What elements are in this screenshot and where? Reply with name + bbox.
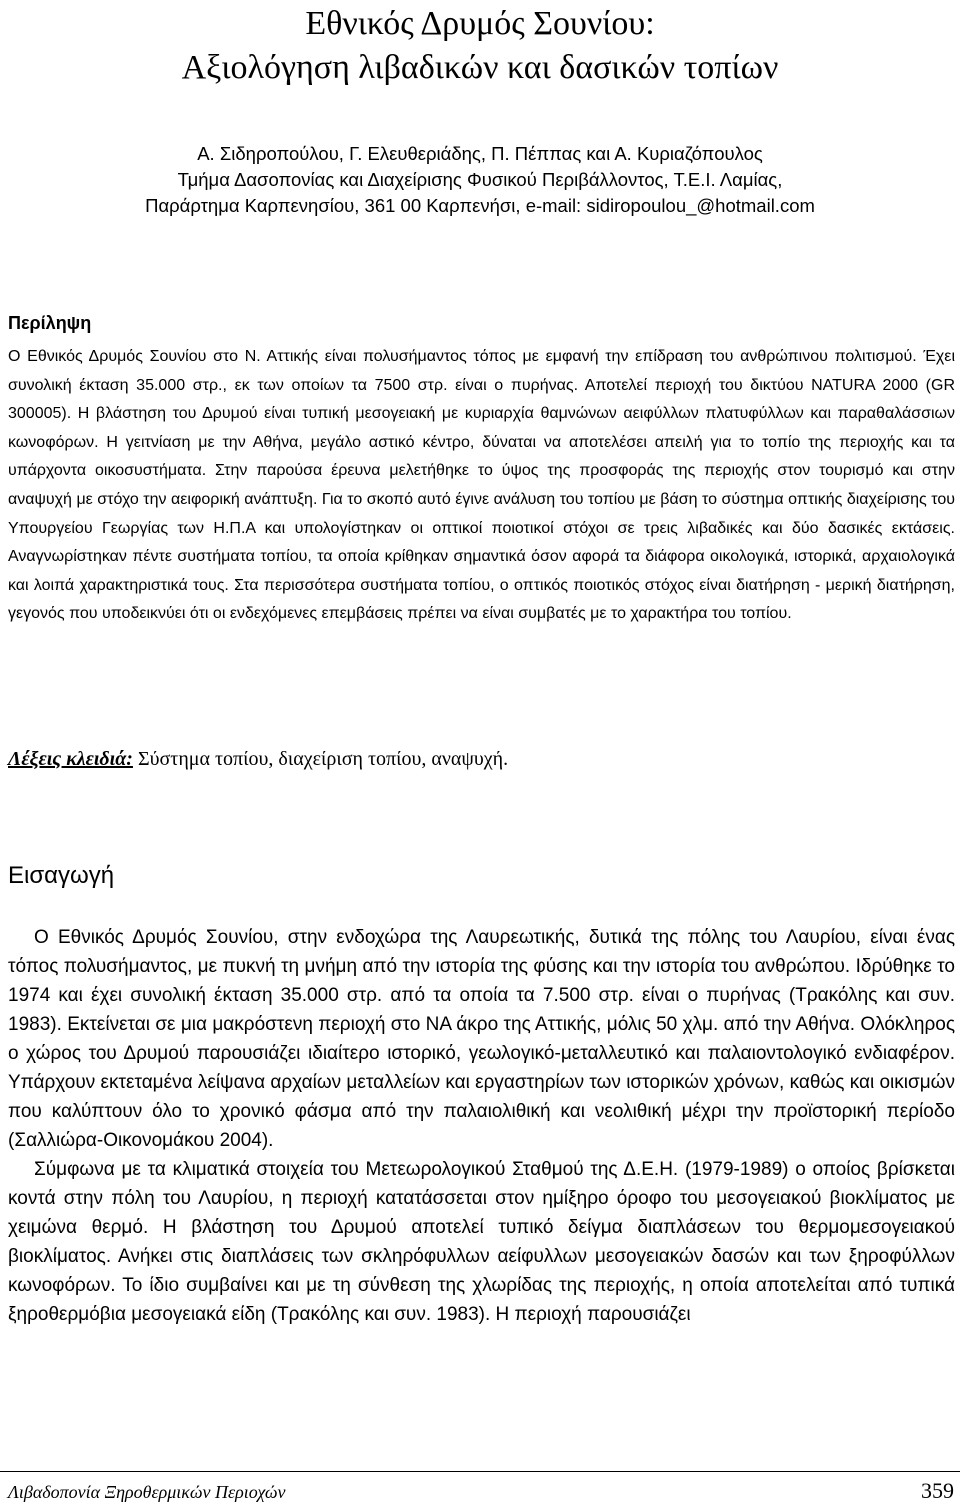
introduction-paragraph-1: Ο Εθνικός Δρυμός Σουνίου, στην ενδοχώρα της Λαυρεωτικής, δυτικά της πόλης του Λαυρίου, είναι ένας τόπος πολυσήμαντος, με πυκνή τη μνήμη από την ιστορία της φύσης και την ιστορία του ανθρώπου. Ιδρύθηκε το 1974 και έχει συνολική έκταση 35.000 στρ. από τα οποία τα 7.500 στρ. είναι ο πυρήνας (Τρακόλης και συν. 1983). Εκτείνεται σε μια μακρόστενη περιοχή στο ΝΑ άκρο της Αττικής, μόλις 50 χλμ. από την Αθήνα. Ολόκληρος ο χώρος του Δρυμού παρουσιάζει ιδιαίτερο ιστορικό, γεωλογικό-μεταλλευτικό και παλαιοντολογικό ενδιαφέρον. Υπάρχουν εκτεταμένα λείψανα αρχαίων μεταλλείων και εργαστηρίων των ιστορικών χρόνων, καθώς και οικισμών που καλύπτουν όλο το χρονικό φάσμα από την παλαιολιθική και νεολιθική μέχρι την προϊστορική περίοδο (Σαλλιώρα-Οικονομάκου 2004).	[8, 927, 955, 1151]
paper-title-line-2: Αξιολόγηση λιβαδικών και δασικών τοπίων	[181, 49, 779, 86]
keywords-text: Σύστημα τοπίου, διαχείριση τοπίου, αναψυχή.	[137, 748, 509, 770]
keywords	[8, 748, 508, 771]
introduction-heading: Εισαγωγή	[8, 862, 115, 889]
abstract-heading: Περίληψη	[8, 313, 92, 333]
page-number: 359	[921, 1478, 954, 1503]
introduction-paragraph-2: Σύμφωνα με τα κλιματικά στοιχεία του Μετεωρολογικού Σταθμού της Δ.Ε.Η. (1979-1989) ο οποίος βρίσκεται κοντά στην πόλη του Λαυρίου, η περιοχή κατατάσσεται στον ημίξηρο όροφο του μεσογειακού βιοκλίματος με χειμώνα θερμό. Η βλάστηση του Δρυμού αποτελεί τυπικό δείγμα διαπλάσεων του θερμομεσογειακού βιοκλίματος. Ανήκει στις διαπλάσεις των σκληρόφυλλων αείφυλλων μεσογειακών δασών και των ξηροφύλλων κωνοφόρων. Το ίδιο συμβαίνει και με τη σύνθεση της χλωρίδας της περιοχής, η οποία αποτελείται από τυπικά ξηροθερμόβια μεσογειακά είδη (Τρακόλης και συν. 1983). Η περιοχή παρουσιάζει	[8, 1159, 955, 1325]
abstract-text: Ο Εθνικός Δρυμός Σουνίου στο Ν. Αττικής είναι πολυσήμαντος τόπος με εμφανή την επίδραση του ανθρώπινου πολιτισμού. Έχει συνολική έκταση 35.000 στρ., εκ των οποίων τα 7500 στρ. είναι ο πυρήνας. Αποτελεί περιοχή του δικτύου NATURA 2000 (GR 300005). Η βλάστηση του Δρυμού είναι τυπική μεσογειακή με κυριαρχία θαμνώνων αειφύλλων πλατυφύλλων και παραθαλάσσιων κωνοφόρων. Η γειτνίαση με την Αθήνα, μεγάλο αστικό κέντρο, δύναται να αποτελέσει απειλή για το τοπίο της περιοχής και τα υπάρχοντα οικοσυστήματα. Στην παρούσα έρευνα μελετήθηκε το ύψος της προσφοράς της περιοχής στον τουρισμό και στην αναψυχή με στόχο την αειφορική ανάπτυξη. Για το σκοπό αυτό έγινε ανάλυση του τοπίου με βάση το σύστημα οπτικής διαχείρισης του Υπουργείου Γεωργίας των Η.Π.Α και υπολογίστηκαν οι οπτικοί ποιοτικοί στόχοι σε τρεις λιβαδικές και δύο δασικές εκτάσεις. Αναγνωρίστηκαν πέντε συστήματα τοπίου, τα οποία κρίθηκαν σημαντικά όσον αφορά τα διάφορα οικολογικά, ιστορικά, αρχαιολογικά και λοιπά χαρακτηριστικά τους. Στα περισσότερα συστήματα τοπίου, ο οπτικός ποιοτικός στόχος είναι διατήρηση - μερική διατήρηση, γεγονός που υποδεικνύει ότι οι ενδεχόμενες επεμβάσεις πρέπει να είναι συμβατές με το χαρακτήρα του τοπίου.	[8, 348, 955, 623]
introduction-body	[8, 923, 955, 1329]
abstract-body	[8, 343, 955, 629]
affiliation-line-2: Παράρτημα Καρπενησίου, 361 00 Καρπενήσι, e-mail: sidiropoulou_@hotmail.com	[145, 195, 815, 216]
footer-running-title: Λιβαδοπονία Ξηροθερμικών Περιοχών	[8, 1482, 286, 1502]
author-names: Α. Σιδηροπούλου, Γ. Ελευθεριάδης, Π. Πέππας και Α. Κυριαζόπουλος	[197, 143, 763, 164]
footer-divider	[0, 1471, 960, 1472]
paper-title-line-1: Εθνικός Δρυμός Σουνίου:	[305, 5, 655, 42]
keywords-label: Λέξεις κλειδιά:	[8, 748, 133, 770]
affiliation-line-1: Τμήμα Δασοπονίας και Διαχείρισης Φυσικού Περιβάλλοντος, Τ.Ε.Ι. Λαμίας,	[177, 169, 783, 190]
